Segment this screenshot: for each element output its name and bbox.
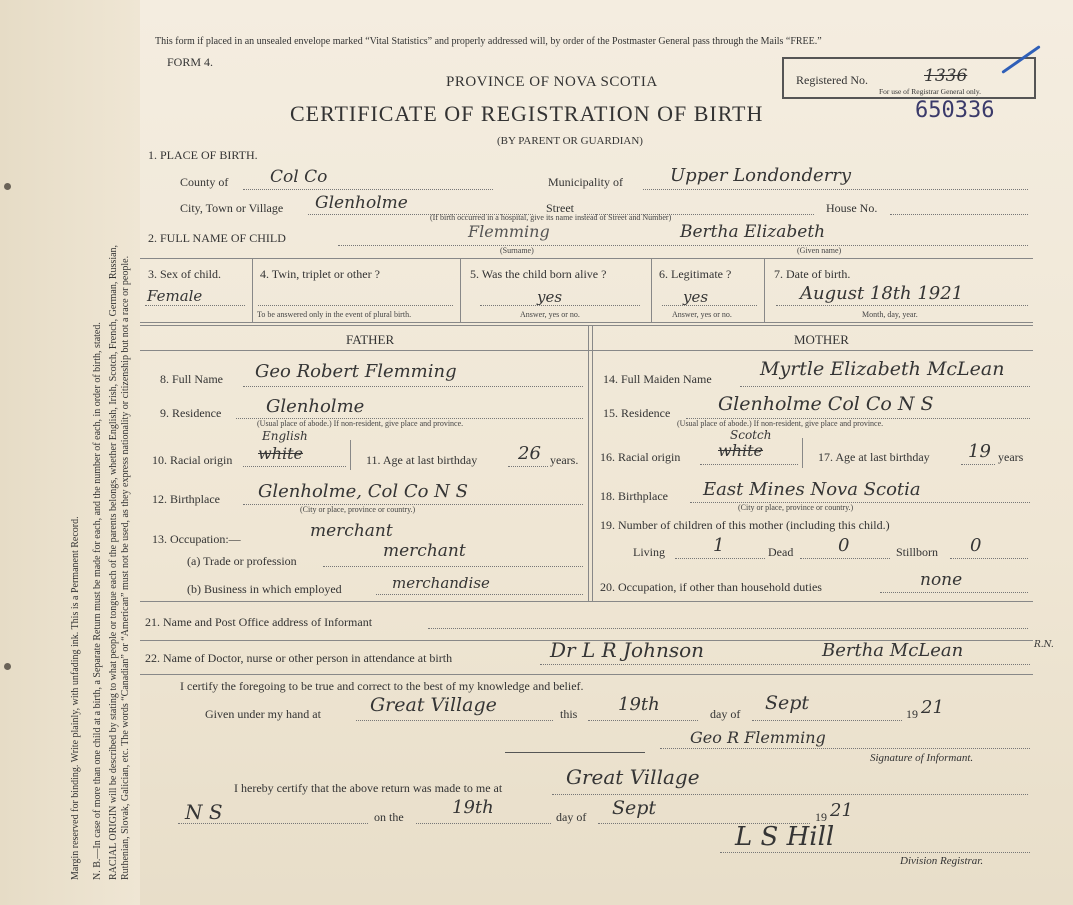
father-heading: FATHER (346, 332, 395, 347)
registrar-line (720, 852, 1030, 853)
child-name-label: 2. FULL NAME OF CHILD (148, 231, 286, 245)
informant-line (428, 628, 1028, 629)
punch-hole (4, 183, 11, 190)
legitimate-line (662, 305, 757, 306)
legitimate-label: 6. Legitimate ? (659, 267, 732, 281)
father-age-value: 26 (518, 443, 541, 464)
sex-label: 3. Sex of child. (148, 267, 221, 281)
return-year-prefix: 19 (815, 810, 827, 824)
street-label: Street (546, 201, 574, 215)
father-residence-caption: (Usual place of abode.) If non-resident, give place and province. (257, 419, 464, 428)
rule (140, 325, 1033, 326)
father-birthplace-value: Glenholme, Col Co N S (258, 481, 468, 502)
alive-line (480, 305, 640, 306)
father-occupation-label: 13. Occupation:— (152, 532, 241, 546)
city-value: Glenholme (315, 193, 408, 213)
trade-label: (a) Trade or profession (187, 554, 297, 568)
rule (505, 752, 645, 753)
mother-birthplace-caption: (City or place, province or country.) (738, 503, 854, 512)
nurse-suffix: R.N. (1034, 640, 1054, 650)
doctor-value: Dr L R Johnson (550, 638, 705, 662)
mother-racial-label: 16. Racial origin (600, 450, 681, 464)
registration-stamp-number: 650336 (915, 98, 995, 123)
rule (140, 674, 1033, 675)
living-line (675, 558, 765, 559)
page-title: CERTIFICATE OF REGISTRATION OF BIRTH (290, 101, 764, 126)
father-name-label: 8. Full Name (160, 372, 223, 386)
mother-racial-struck: white (718, 441, 764, 460)
father-occupation-value: merchant (310, 521, 393, 541)
trade-value: merchant (383, 541, 466, 561)
rule (140, 258, 1033, 259)
rule (140, 350, 1033, 351)
dead-value: 0 (838, 535, 850, 556)
given-name-caption: (Given name) (797, 246, 842, 255)
father-age-label: 11. Age at last birthday (366, 453, 478, 467)
punch-hole (4, 663, 11, 670)
father-residence-label: 9. Residence (160, 406, 222, 420)
hospital-note: (If birth occurred in a hospital, give its name instead of Street and Number) (430, 213, 672, 222)
return-text: I hereby certify that the above return was made to me at (234, 781, 503, 795)
stillborn-line (950, 558, 1028, 559)
mother-age-value: 19 (968, 441, 991, 462)
year-value: 21 (921, 697, 944, 718)
rule (140, 322, 1033, 323)
child-name-line (338, 245, 1028, 246)
sex-line (145, 305, 245, 306)
rule (588, 325, 589, 601)
given-place-value: Great Village (370, 694, 497, 716)
mother-occupation-value: none (920, 570, 963, 590)
dob-value: August 18th 1921 (800, 283, 964, 304)
father-racial-struck: white (258, 444, 304, 463)
alive-label: 5. Was the child born alive ? (470, 267, 607, 281)
signature-caption: Signature of Informant. (870, 752, 974, 764)
doctor-label: 22. Name of Doctor, nurse or other person in attendance at birth (145, 651, 453, 665)
mother-residence-caption: (Usual place of abode.) If non-resident, give place and province. (677, 419, 884, 428)
month-value: Sept (765, 692, 810, 714)
rule (651, 258, 652, 322)
page-subtitle: (BY PARENT OR GUARDIAN) (497, 135, 643, 147)
county-line (243, 189, 493, 190)
nurse-value: Bertha McLean (822, 640, 964, 661)
father-racial-line (243, 466, 346, 467)
mother-residence-label: 15. Residence (603, 406, 671, 420)
twin-line (258, 305, 453, 306)
mother-occupation-label: 20. Occupation, if other than household duties (600, 580, 822, 594)
dead-label: Dead (768, 545, 794, 559)
father-birthplace-caption: (City or place, province or country.) (300, 505, 416, 514)
this-label: this (560, 707, 578, 721)
registrar-use-note: For use of Registrar General only. (879, 87, 981, 96)
business-value: merchandise (392, 574, 490, 592)
place-of-birth-heading: 1. PLACE OF BIRTH. (148, 148, 258, 162)
return-day-value: 19th (452, 797, 494, 818)
twin-caption: To be answered only in the event of plural birth. (257, 310, 412, 319)
registered-label: Registered No. (796, 73, 868, 87)
registrar-signature: L S Hill (735, 822, 835, 852)
children-count-label: 19. Number of children of this mother (including this child.) (600, 518, 890, 532)
dob-line (776, 305, 1028, 306)
father-name-line (243, 386, 583, 387)
mother-residence-value: Glenholme Col Co N S (718, 393, 934, 415)
return-day-line (416, 823, 551, 824)
living-value: 1 (713, 535, 725, 556)
dead-line (800, 558, 890, 559)
mother-years-label: years (998, 450, 1024, 464)
child-surname-value: Flemming (468, 222, 550, 241)
alive-caption: Answer, yes or no. (520, 310, 580, 319)
business-line (376, 594, 583, 595)
trade-line (323, 566, 583, 567)
informant-signature: Geo R Flemming (690, 728, 826, 747)
mother-birthplace-value: East Mines Nova Scotia (703, 479, 921, 500)
father-racial-value: English (262, 429, 308, 443)
rule (764, 258, 765, 322)
dob-caption: Month, day, year. (862, 310, 918, 319)
municipality-label: Municipality of (548, 175, 623, 189)
form-number: FORM 4. (167, 55, 214, 69)
mother-name-value: Myrtle Elizabeth McLean (760, 358, 1005, 380)
mother-name-label: 14. Full Maiden Name (603, 372, 712, 386)
sex-value: Female (147, 287, 203, 305)
father-name-value: Geo Robert Flemming (255, 361, 457, 382)
day-of-label: day of (710, 707, 741, 721)
return-place-line (552, 794, 1028, 795)
surname-caption: (Surname) (500, 246, 534, 255)
mother-age-line (961, 464, 995, 465)
mother-racial-value: Scotch (730, 428, 772, 442)
rule (592, 325, 593, 601)
stillborn-value: 0 (970, 535, 982, 556)
mother-name-line (740, 386, 1030, 387)
county-label: County of (180, 175, 229, 189)
dob-label: 7. Date of birth. (774, 267, 851, 281)
rule (252, 258, 253, 322)
return-month-value: Sept (612, 797, 657, 819)
margin-note-nationality: Ruthenian, Slovak, Galician, etc. The words “Canadian” or “American” must not be used, as they express nationality or citizenship but not a race or people. (120, 255, 131, 880)
rule (460, 258, 461, 322)
legitimate-caption: Answer, yes or no. (672, 310, 732, 319)
mother-heading: MOTHER (794, 332, 849, 347)
registered-number-box (782, 57, 1036, 99)
father-years-label: years. (550, 453, 579, 467)
mail-notice: This form if placed in an unsealed envelope marked “Vital Statistics” and properly addressed will, by order of the Postmaster General pass through the Mails “FREE.” (155, 36, 822, 47)
child-given-value: Bertha Elizabeth (680, 222, 826, 242)
alive-value: yes (537, 288, 563, 306)
legitimate-value: yes (683, 288, 709, 306)
twin-label: 4. Twin, triplet or other ? (260, 267, 380, 281)
registered-value: 1336 (924, 66, 968, 86)
province-heading: PROVINCE OF NOVA SCOTIA (446, 74, 658, 90)
business-label: (b) Business in which employed (187, 582, 342, 596)
rule (350, 440, 351, 470)
day-value: 19th (618, 694, 660, 715)
return-year-value: 21 (830, 800, 853, 821)
signature-line (660, 748, 1030, 749)
certify-text: I certify the foregoing to be true and correct to the best of my knowledge and belief. (180, 679, 584, 693)
rule (802, 438, 803, 468)
given-place-line (356, 720, 553, 721)
county-value: Col Co (270, 167, 328, 187)
living-label: Living (633, 545, 665, 559)
given-label: Given under my hand at (205, 707, 321, 721)
mother-racial-line (700, 464, 798, 465)
registrar-caption: Division Registrar. (900, 855, 984, 867)
city-label: City, Town or Village (180, 201, 284, 215)
year-prefix: 19 (906, 707, 918, 721)
month-line (752, 720, 902, 721)
father-age-line (508, 466, 548, 467)
margin-note-binding: Margin reserved for binding. Write plainly, with unfading ink. This is a Permanent Record. (70, 516, 81, 880)
mother-age-label: 17. Age at last birthday (818, 450, 930, 464)
house-number-label: House No. (826, 201, 878, 215)
margin-note-racial-origin: RACIAL ORIGIN will be described by stating to what people or tongue each of the parents belongs, whether English, Irish, Scotch, French, German, Russian, (108, 244, 119, 880)
stillborn-label: Stillborn (896, 545, 939, 559)
margin-note-multiple-births: N. B.—In case of more than one child at a birth, a Separate Return must be made for each, and the number of each, in order of birth, stated. (92, 322, 103, 880)
doctor-line (540, 664, 1030, 665)
return-province-value: N S (185, 800, 223, 824)
on-the-label: on the (374, 810, 404, 824)
municipality-line (643, 189, 1028, 190)
rule (140, 601, 1033, 602)
municipality-value: Upper Londonderry (670, 165, 852, 186)
mother-birthplace-label: 18. Birthplace (600, 489, 668, 503)
return-place-value: Great Village (566, 765, 700, 789)
father-birthplace-label: 12. Birthplace (152, 492, 220, 506)
father-residence-value: Glenholme (266, 396, 365, 417)
day-line (588, 720, 698, 721)
return-day-of-label: day of (556, 810, 587, 824)
house-number-line (890, 214, 1028, 215)
father-racial-label: 10. Racial origin (152, 453, 233, 467)
mother-occupation-line (880, 592, 1028, 593)
informant-label: 21. Name and Post Office address of Informant (145, 615, 373, 629)
